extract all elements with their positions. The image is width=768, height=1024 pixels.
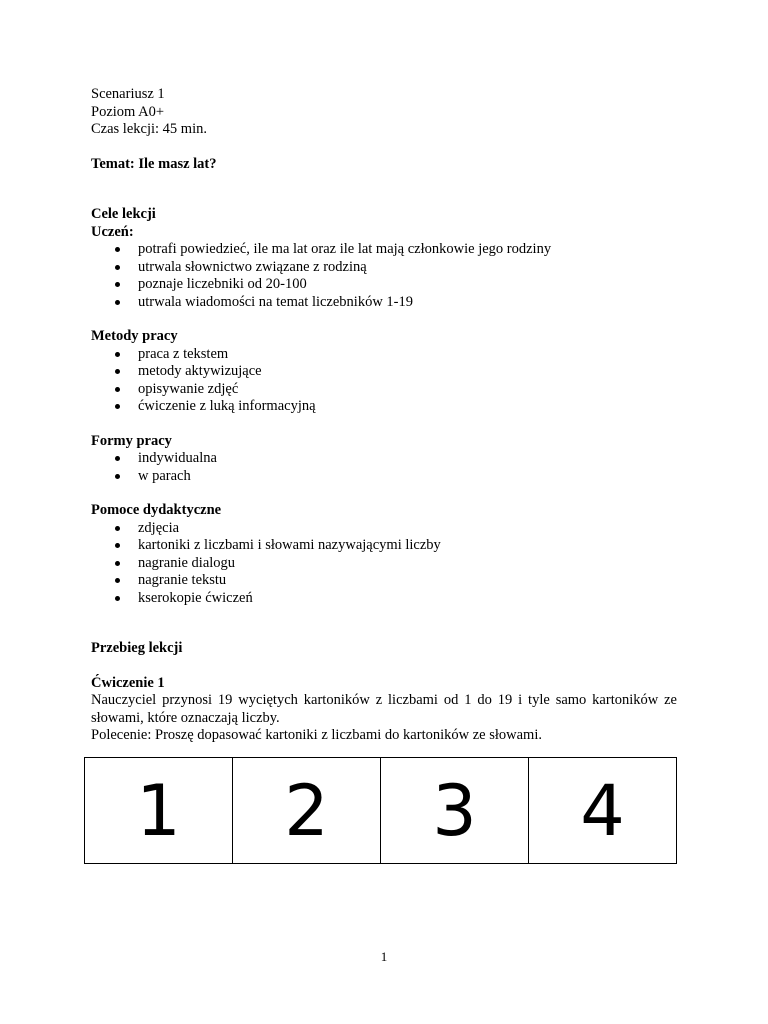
goals-subheading: Uczeń: [91, 223, 134, 240]
exercise-title: Ćwiczenie 1 [91, 674, 165, 691]
list-item: zdjęcia [91, 520, 677, 538]
aids-heading: Pomoce dydaktyczne [91, 502, 222, 518]
scenario-label: Scenariusz 1 [91, 86, 165, 102]
bullet-icon [115, 265, 120, 270]
number-cards-table [84, 757, 677, 864]
list-item: nagranie dialogu [91, 555, 677, 573]
list-item: w parach [91, 468, 677, 486]
bullet-icon [115, 526, 120, 531]
duration-label: Czas lekcji: 45 min. [91, 121, 207, 137]
course-heading: Przebieg lekcji [91, 640, 183, 656]
list-item: kartoniki z liczbami i słowami nazywającymi liczby [91, 537, 677, 555]
topic-heading: Temat: Ile masz lat? [91, 155, 217, 172]
level-label: Poziom A0+ [91, 103, 165, 120]
forms-heading: Formy pracy [91, 432, 172, 449]
bullet-icon [115, 282, 120, 287]
exercise-instruction: Polecenie: Proszę dopasować kartoniki z liczbami do kartoników ze słowami. [91, 727, 542, 743]
list-item: potrafi powiedzieć, ile ma lat oraz ile lat mają członkowie jego rodziny [91, 241, 677, 259]
list-item: opisywanie zdjęć [91, 381, 677, 399]
list-item: kserokopie ćwiczeń [91, 590, 677, 608]
list-item: poznaje liczebniki od 20-100 [91, 276, 677, 294]
document-body [91, 86, 677, 745]
list-item: indywidualna [91, 450, 677, 468]
number-card: 3 [381, 758, 529, 863]
bullet-icon [115, 352, 120, 357]
bullet-icon [115, 474, 120, 479]
page-number: 1 [380, 949, 388, 964]
bullet-icon [115, 387, 120, 392]
bullet-icon [115, 543, 120, 548]
methods-list [91, 346, 677, 416]
list-item: nagranie tekstu [91, 572, 677, 590]
methods-heading: Metody pracy [91, 328, 178, 344]
bullet-icon [115, 561, 120, 566]
bullet-icon [115, 596, 120, 601]
forms-list [91, 450, 677, 485]
list-item: utrwala słownictwo związane z rodziną [91, 259, 677, 277]
goals-list [91, 241, 677, 311]
bullet-icon [115, 369, 120, 374]
number-card: 1 [85, 758, 233, 863]
goals-heading: Cele lekcji [91, 206, 156, 222]
number-card: 4 [580, 769, 625, 852]
exercise-text: Nauczyciel przynosi 19 wyciętych kartoników z liczbami od 1 do 19 i tyle samo kartoników ze słowami, które oznaczają liczby. [91, 692, 677, 726]
bullet-icon [115, 247, 120, 252]
bullet-icon [115, 578, 120, 583]
bullet-icon [115, 456, 120, 461]
number-card: 2 [233, 758, 381, 863]
list-item: ćwiczenie z luką informacyjną [91, 398, 677, 416]
list-item: utrwala wiadomości na temat liczebników 1-19 [91, 294, 677, 312]
list-item: metody aktywizujące [91, 363, 677, 381]
aids-list [91, 520, 677, 608]
list-item: praca z tekstem [91, 346, 677, 364]
bullet-icon [115, 300, 120, 305]
bullet-icon [115, 404, 120, 409]
